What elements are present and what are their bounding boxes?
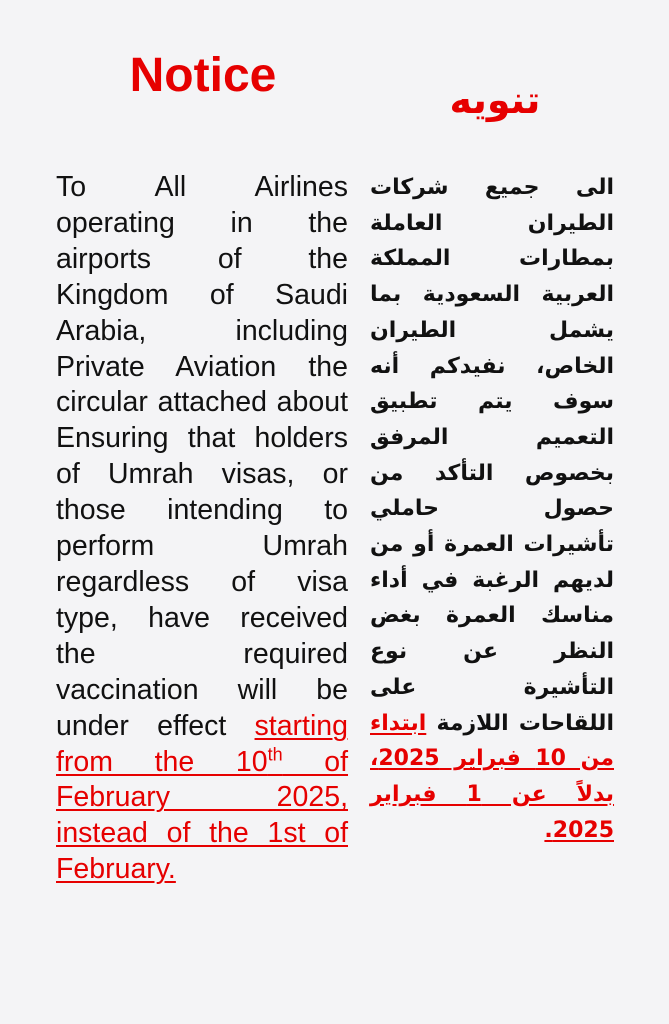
english-body-text: To All Airlines operating in the airports of the Kingdom of Saudi Arabia, including Private Aviation the circular attached about Ensuring that holders of Umrah visas, or those intending to perform Umrah regardless of visa type, have received the required vaccination will be under effect <box>56 171 348 742</box>
arabic-body-text: الى جميع شركات الطيران العاملة بمطارات المملكة العربية السعودية بما يشمل الطيران الخاص، نفيدكم أنه سوف يتم تطبيق التعميم المرفق بخصوص التأكد من حصول حاملي تأشيرات العمرة أو من لديهم الرغبة في أداء مناسك العمرة بغض النظر عن نوع التأشيرة على اللقاحات اللازمة <box>370 175 614 736</box>
english-date-ordinal: th <box>267 744 283 764</box>
english-notice-body <box>56 170 348 888</box>
english-date-start: starting from the 10 <box>56 709 348 778</box>
arabic-notice-body <box>370 170 614 848</box>
arabic-effective-date: ابتداء من 10 فبراير 2025، بدلاً عن 1 فبراير 2025. <box>370 710 615 843</box>
notice-title-english: Notice <box>129 49 277 102</box>
english-date-end: of February 2025, instead of the 1st of February. <box>56 745 349 886</box>
notice-title-arabic: تنويه <box>449 78 541 122</box>
